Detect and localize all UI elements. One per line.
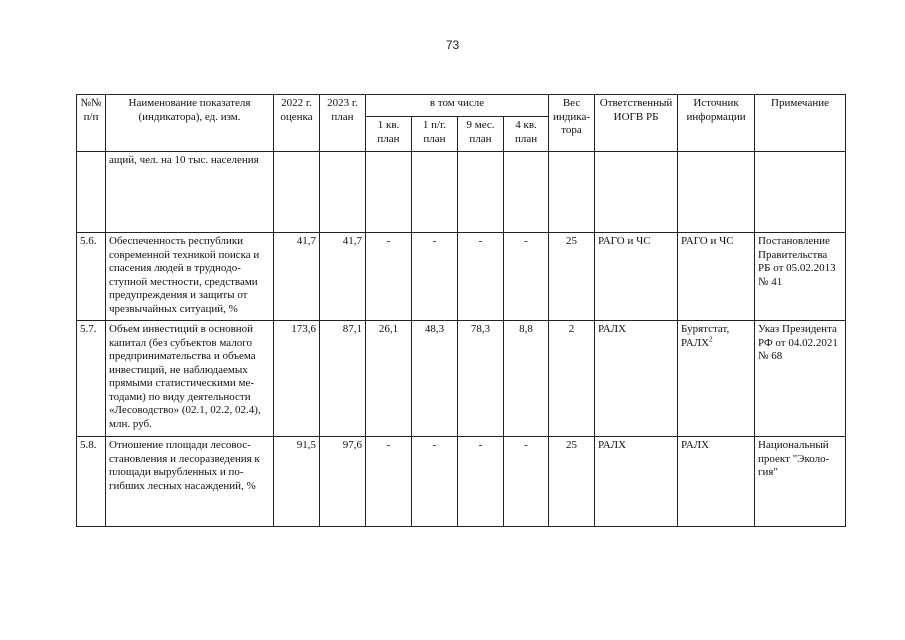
cell-q4: 8,8 xyxy=(504,321,549,437)
header-2022: 2022 г. оценка xyxy=(274,95,320,152)
cell-q4: - xyxy=(504,437,549,527)
cell-name: Объем инвестиций в основной капитал (без субъектов малого предпринимательства и объема инвестиций, не наблюдаемых прямыми статистическими ме-тодами) по виду деятельности «Лесоводство» (02.1, 02.2, 02.4), млн. руб. xyxy=(106,321,274,437)
cell-h1: 48,3 xyxy=(412,321,458,437)
cell-name: Отношение площади лесовос-становления и лесоразведения к площади вырубленных и по-гибших лесных насаждений, % xyxy=(106,437,274,527)
cell-q1 xyxy=(366,152,412,233)
cell-source xyxy=(678,437,755,527)
source-text: Бурятстат, РАЛХ xyxy=(681,323,730,349)
cell-source xyxy=(678,233,755,321)
cell-note: Указ Президента РФ от 04.02.2021 № 68 xyxy=(755,321,846,437)
header-9m: 9 мес. план xyxy=(458,117,504,152)
cell-note: Национальный проект "Эколо-гия" xyxy=(755,437,846,527)
header-responsible: Ответственный ИОГВ РБ xyxy=(595,95,678,152)
cell-num xyxy=(77,152,106,233)
cell-h1: - xyxy=(412,437,458,527)
header-h1: 1 п/г. план xyxy=(412,117,458,152)
cell-note xyxy=(755,152,846,233)
cell-2023 xyxy=(320,152,366,233)
header-num: №№ п/п xyxy=(77,95,106,152)
cell-responsible: РАЛХ xyxy=(595,437,678,527)
cell-weight: 2 xyxy=(549,321,595,437)
source-text: РАЛХ xyxy=(681,439,710,451)
cell-2022 xyxy=(274,152,320,233)
table-row xyxy=(77,152,846,233)
header-including: в том числе xyxy=(366,95,549,117)
cell-name: Обеспеченность республики современной техникой поиска и спасения людей в труднодо-ступной местности, средствами предупреждения и защиты от чрезвычайных ситуаций, % xyxy=(106,233,274,321)
header-q1: 1 кв. план xyxy=(366,117,412,152)
page-number: 73 xyxy=(445,38,460,52)
cell-2022: 173,6 xyxy=(274,321,320,437)
cell-h1: - xyxy=(412,233,458,321)
table-row xyxy=(77,321,846,437)
cell-responsible: РАГО и ЧС xyxy=(595,233,678,321)
header-q4: 4 кв. план xyxy=(504,117,549,152)
cell-h1 xyxy=(412,152,458,233)
cell-num: 5.8. xyxy=(77,437,106,527)
header-2023: 2023 г. план xyxy=(320,95,366,152)
header-note: Примечание xyxy=(755,95,846,152)
cell-9m xyxy=(458,152,504,233)
cell-2022: 41,7 xyxy=(274,233,320,321)
cell-weight: 25 xyxy=(549,437,595,527)
cell-2023: 87,1 xyxy=(320,321,366,437)
cell-note: Постановление Правительства РБ от 05.02.2013 № 41 xyxy=(755,233,846,321)
indicators-table xyxy=(76,94,846,527)
cell-q1: - xyxy=(366,437,412,527)
cell-2023: 97,6 xyxy=(320,437,366,527)
cell-2023: 41,7 xyxy=(320,233,366,321)
source-footnote: 2 xyxy=(709,334,713,343)
cell-q4 xyxy=(504,152,549,233)
source-text: РАГО и ЧС xyxy=(681,235,734,247)
cell-9m: - xyxy=(458,233,504,321)
table-row xyxy=(77,233,846,321)
cell-9m: 78,3 xyxy=(458,321,504,437)
header-name: Наименование показателя (индикатора), ед. изм. xyxy=(106,95,274,152)
cell-weight xyxy=(549,152,595,233)
cell-weight: 25 xyxy=(549,233,595,321)
cell-q1: 26,1 xyxy=(366,321,412,437)
cell-responsible: РАЛХ xyxy=(595,321,678,437)
cell-2022: 91,5 xyxy=(274,437,320,527)
header-weight: Вес индика-тора xyxy=(549,95,595,152)
header-source: Источник информации xyxy=(678,95,755,152)
cell-source xyxy=(678,152,755,233)
cell-source xyxy=(678,321,755,437)
cell-9m: - xyxy=(458,437,504,527)
cell-q1: - xyxy=(366,233,412,321)
cell-num: 5.7. xyxy=(77,321,106,437)
cell-responsible xyxy=(595,152,678,233)
cell-name: ащий, чел. на 10 тыс. населения xyxy=(106,152,274,233)
cell-q4: - xyxy=(504,233,549,321)
cell-num: 5.6. xyxy=(77,233,106,321)
table-row xyxy=(77,437,846,527)
